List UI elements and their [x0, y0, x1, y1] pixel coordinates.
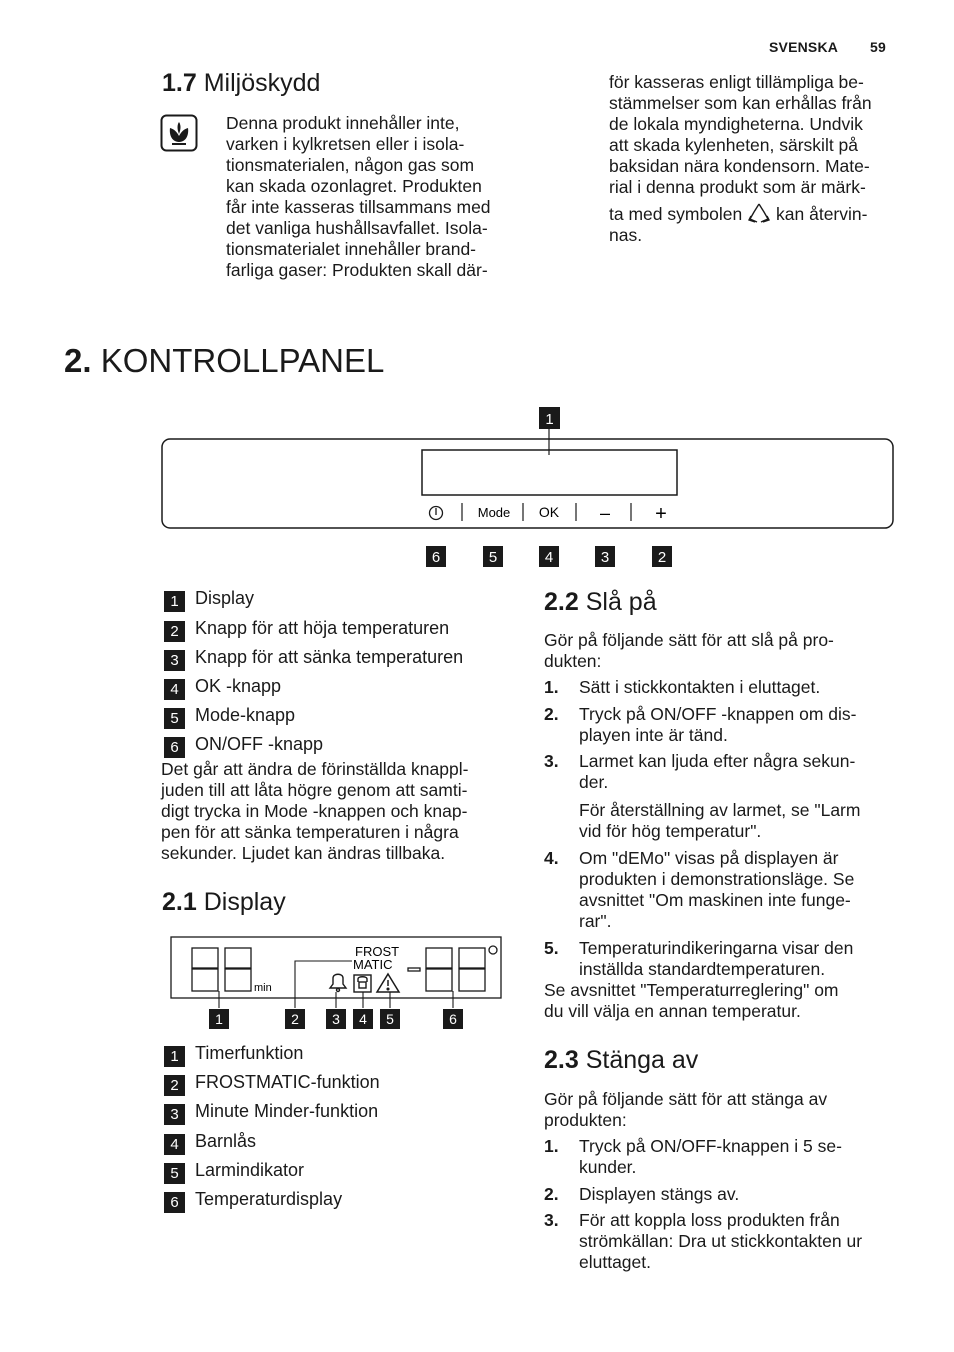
section-number: 1.7: [162, 69, 197, 97]
section-2-1-heading: 2.1 Display: [162, 888, 286, 916]
minus-button-label: –: [599, 503, 611, 523]
section-2-3-heading: 2.3 Stänga av: [544, 1046, 699, 1074]
section-2-2-outro: Se avsnittet "Temperaturreglering" om du vill välja en annan temperatur.: [544, 980, 839, 1021]
display-callout-4: 4: [359, 1011, 367, 1027]
recycle-icon: [747, 202, 771, 224]
min-label: min: [254, 982, 272, 994]
environment-leaf-icon: [160, 114, 198, 152]
ok-button-label: OK: [538, 504, 560, 520]
display-diagram: [170, 936, 504, 1036]
section-title: Miljöskydd: [203, 69, 321, 97]
mode-button-label: Mode: [477, 505, 511, 520]
control-panel-diagram: [160, 405, 896, 575]
callout-6: 6: [431, 549, 441, 566]
section-1-7-right-text: för kasseras enligt tillämpliga be- stämmelser som kan erhållas från de lokala myndigheterna. Undvik att skada kylenheten, särskilt på baksidan nära kondensorn. Mate- rial i denna produkt som är märk- ta med symbolen kan återvin- nas.: [609, 72, 872, 245]
frost-label: FROST: [355, 944, 400, 959]
svg-text:1: 1: [545, 411, 554, 428]
section-2-3-intro: Gör på följande sätt för att stänga av produkten:: [544, 1089, 828, 1130]
chapter-heading: 2. KONTROLLPANEL: [64, 342, 385, 379]
language-label: SVENSKA: [769, 39, 839, 55]
display-callout-5: 5: [386, 1011, 394, 1027]
section-2-2-intro: Gör på följande sätt för att slå på pro- dukten:: [544, 630, 834, 671]
section-1-7-heading: [162, 69, 320, 98]
plus-button-label: +: [655, 503, 667, 525]
matic-label: MATIC: [353, 957, 393, 972]
callout-4: 4: [544, 549, 554, 566]
display-callout-2: 2: [291, 1011, 299, 1027]
callout-2: 2: [657, 549, 667, 566]
panel-note: Det går att ändra de förinställda knappl- juden till att låta högre genom att samti- digt trycka in Mode -knappen och knap- pen för att sänka temperaturen i några sekunder. Ljudet kan ändras tillbaka.: [161, 759, 469, 863]
display-callout-6: 6: [449, 1011, 457, 1027]
callout-3: 3: [600, 549, 610, 566]
display-callout-1: 1: [215, 1011, 223, 1027]
page-number: 59: [870, 39, 886, 55]
callout-5: 5: [488, 549, 498, 566]
section-2-2-heading: 2.2 Slå på: [544, 588, 657, 616]
section-1-7-left-text: Denna produkt innehåller inte, varken i kylkretsen eller i isola- tionsmaterialen, någon gas som kan skada ozonlagret. Produkten får inte kasseras tillsammans med det vanliga hushållsavfallet. Isola- tionsmaterialet innehåller brand- farliga gaser: Produkten skall där-: [226, 113, 491, 280]
display-callout-3: 3: [332, 1011, 340, 1027]
